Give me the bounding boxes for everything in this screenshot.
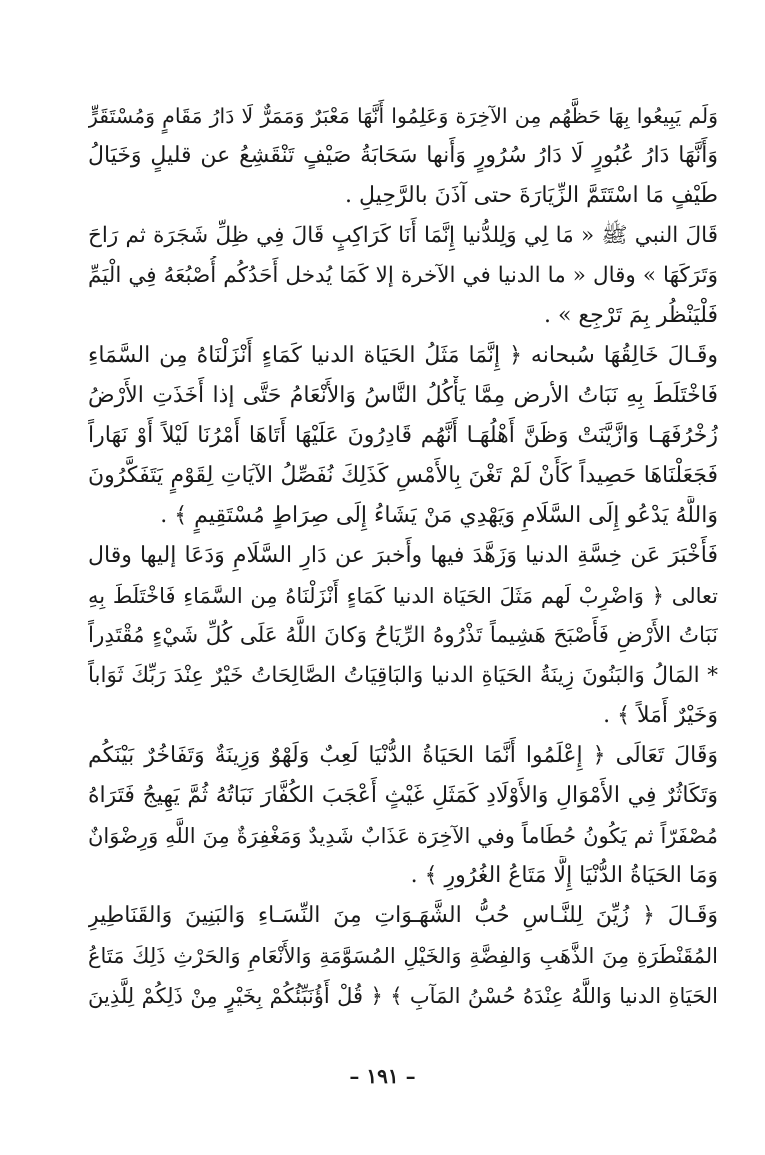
text-line: مُصْفَرّاً ثم يَكُونُ حُطَاماً وفي الآخِرَة عَذَابٌ شَدِيدٌ وَمَغْفِرَةٌ مِنَ اللَّهِ وَرِضْوَانٌ — [88, 824, 718, 848]
text-line: وَقَـالَ ﴿ زُيِّنَ لِلنَّـاسِ حُبُّ الشَّهَـوَاتِ مِنَ النِّسَـاءِ وَالبَنِينَ وَالقَنَاطِيرِ — [88, 903, 718, 928]
text-line: وَلَم يَبِيعُوا بِهَا حَظَّهُم مِن الآخِرَة وَعَلِمُوا أَنَّهَا مَعْبَرٌ وَمَمَرٌّ لَا دَارُ مَقَامٍ وَمُسْتَقَرٍّ — [88, 104, 718, 128]
text-line: فَجَعَلْنَاهَا حَصِيداً كَأَنْ لَمْ تَغْنَ بِالأَمْسِ كَذَلِكَ نُفَصِّلُ الآيَاتِ لِقَوْمٍ يَتَفَكَّرُونَ — [88, 463, 718, 488]
text-line: طَيْفٍ مَا اسْتَتَمَّ الزِّيَارَةَ حتى آذَنَ بالرَّحِيلِ . — [345, 183, 718, 208]
text-line: فَأَخْبَرَ عَن خِسَّةِ الدنيا وَزَهَّدَ فيها وأَخبرَ عن دَارِ السَّلَامِ وَدَعَا إليها وقال — [88, 543, 718, 568]
text-line: وقَـالَ خَالِقُهَا سُبحانه ﴿ إِنَّمَا مَثَلُ الحَيَاة الدنيا كَمَاءٍ أَنْزَلْنَاهُ مِن السَّمَاءِ — [88, 343, 718, 368]
text-line: قَالَ النبي ﷺ « مَا لِي وَلِلدُّنيا إِنَّمَا أَنَا كَرَاكِبٍ قَالَ فِي ظِلِّ شَجَرَة ثم رَاحَ — [88, 223, 718, 248]
text-line: وَأَنَّهَا دَارُ عُبُورٍ لَا دَارُ سُرُورٍ وَأَنها سَحَابَةُ صَيْفٍ تَنْقَشِعُ عن قليلٍ وَخَيَالُ — [88, 143, 718, 168]
text-line: نَبَاتُ الأَرْضِ فَأَصْبَحَ هَشِيماً تَذْرُوهُ الرِّيَاحُ وَكانَ اللَّهُ عَلَى كُلِّ شَيْءٍ مُقْتَدِراً — [88, 623, 718, 648]
text-line: * المَالُ وَالبَنُونَ زِينَةُ الحَيَاةِ الدنيا وَالبَاقِيَاتُ الصَّالِحَاتُ خَيْرٌ عِنْدَ رَبِّكَ ثَوَاباً — [88, 663, 718, 688]
text-line: فَاخْتَلَطَ بِهِ نَبَاتُ الأرض مِمَّا يَأْكُلُ النَّاسُ وَالأَنْعَامُ حَتَّى إذا أَخَذَتِ الأَرْضُ — [88, 383, 718, 408]
text-line: وَقَالَ تَعَالَى ﴿ إِعْلَمُوا أَنَّمَا الحَيَاةُ الدُّنْيَا لَعِبٌ وَلَهْوٌ وَزِينَةٌ وَتَفَاخُرٌ بَيْنَكُم — [88, 743, 718, 768]
text-line: وَاللَّهُ يَدْعُو إِلَى السَّلَامِ وَيَهْدِي مَنْ يَشَاءُ إِلَى صِرَاطٍ مُسْتَقِيمٍ ﴾ . — [160, 503, 718, 528]
text-line: تعالى ﴿ وَاضْرِبْ لَهم مَثَلَ الحَيَاة الدنيا كَمَاءٍ أَنْزَلْنَاهُ مِن السَّمَاءِ فَاخْتَلَطَ بِهِ — [88, 584, 718, 608]
text-line: وَتَرَكَهَا » وقال « ما الدنيا في الآخرة إلا كَمَا يُدخل أَحَدُكُم أُصْبُعَهُ فِي الْيَمِّ — [88, 263, 718, 288]
page-body — [88, 96, 718, 1016]
text-line: الحَيَاةِ الدنيا وَاللَّهُ عِنْدَهُ حُسْنُ المَآبِ ﴾ ﴿ قُلْ أَؤُنَبِّئُكُمْ بِخَيْرٍ مِنْ ذَلِكُمْ لِلَّذِينَ — [88, 984, 718, 1008]
text-line: زُخْرُفَهَـا وَازَّيَّنَتْ وَظَنَّ أَهْلُهَـا أَنَّهُم قَادِرُونَ عَلَيْهَا أَتَاهَا أَمْرُنَا لَيْلاً أَوْ نَهَاراً — [88, 423, 718, 448]
text-line: فَلْيَنْظُر بِمَ تَرْجِع » . — [543, 303, 718, 328]
text-line: وَتَكَاثُرٌ فِي الأَمْوَالِ وَالأَوْلَادِ كَمَثَلِ غَيْثٍ أَعْجَبَ الكُفَّارَ نَبَاتُهُ ثُمَّ يَهِيجُ فَتَرَاهُ — [88, 783, 718, 808]
page-number: – ١٩١ – — [349, 1064, 416, 1088]
text-line: وَخَيْرٌ أَمَلاً ﴾ . — [603, 703, 718, 728]
text-line: وَمَا الحَيَاةُ الدُّنْيَا إِلَّا مَتَاعُ الغُرُورِ ﴾ . — [410, 863, 718, 888]
text-line: المُقَنْطَرَةِ مِنَ الذَّهَبِ وَالفِضَّةِ وَالخَيْلِ المُسَوَّمَةِ وَالأَنْعَامِ وَالحَرْثِ ذَلِكَ مَتَاعُ — [88, 944, 718, 968]
